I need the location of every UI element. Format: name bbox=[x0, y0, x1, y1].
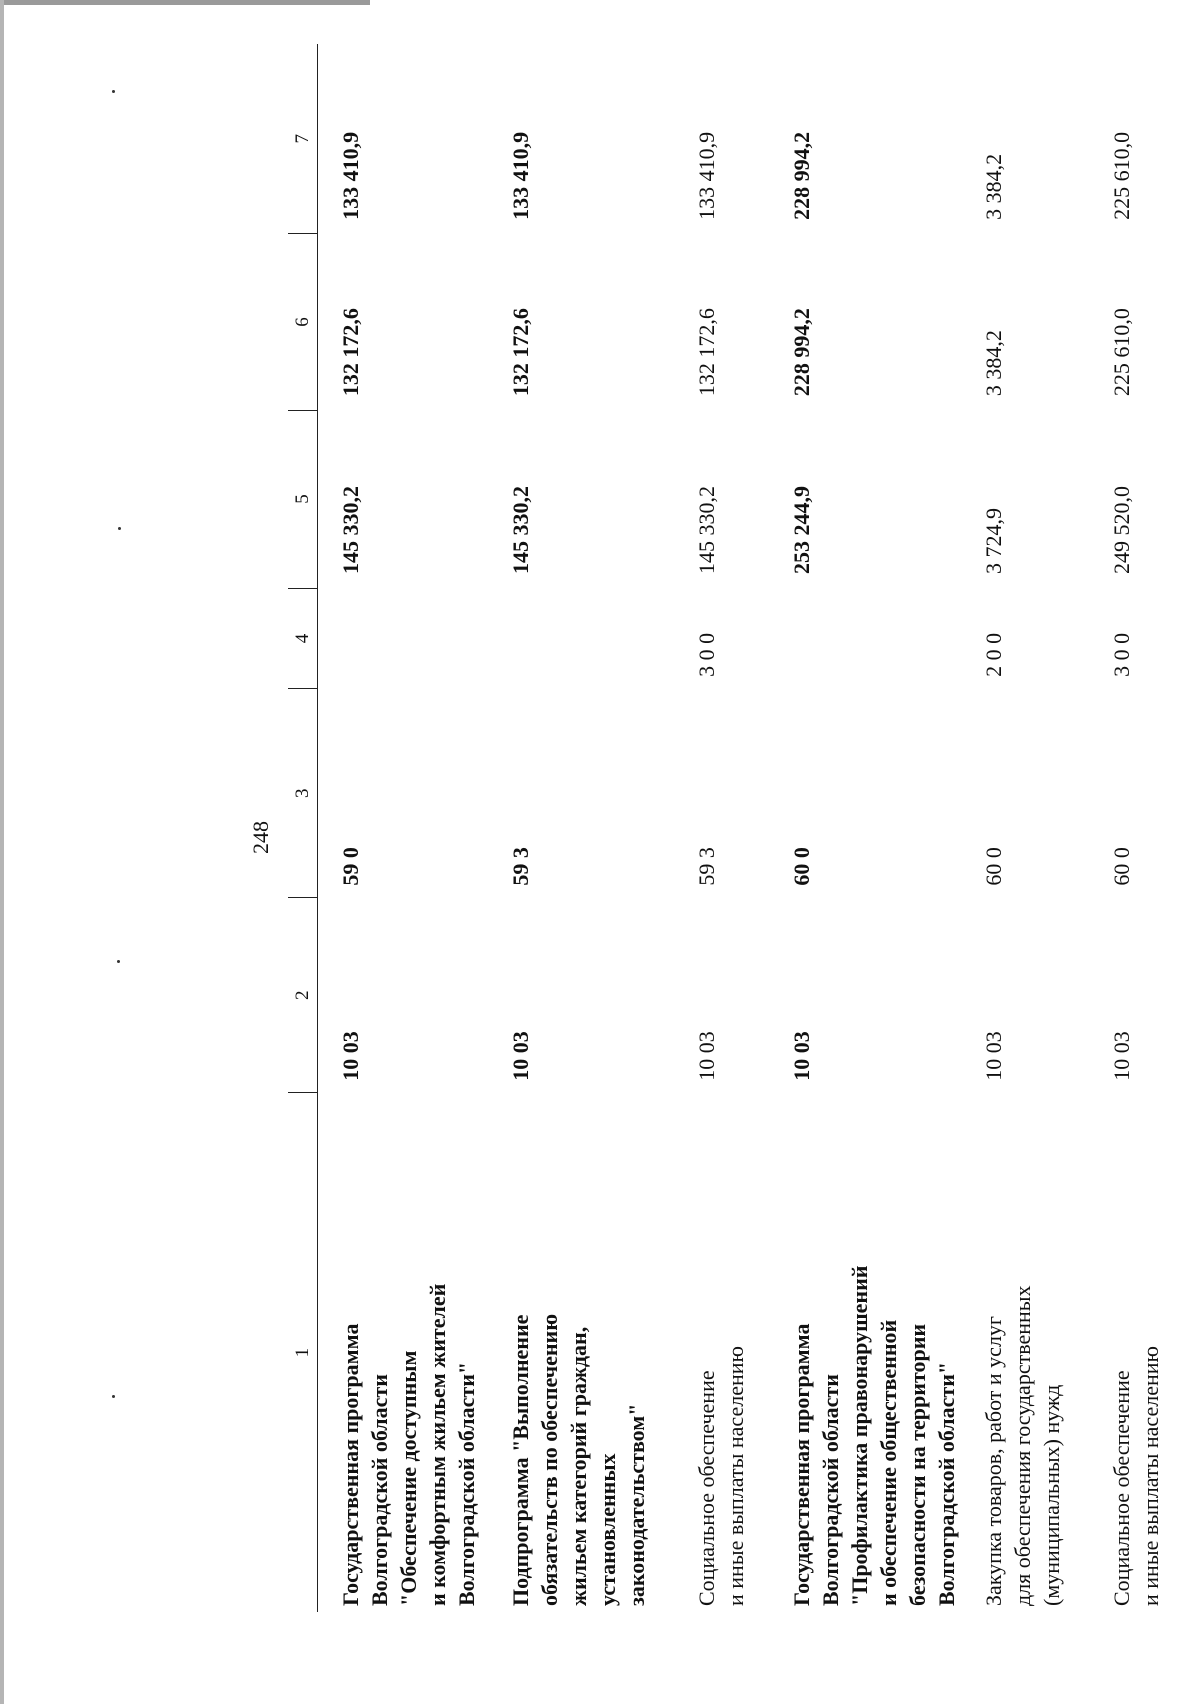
name-line: "Профилактика правонарушений bbox=[847, 1265, 872, 1606]
expense-type-code: 3 0 0 bbox=[1109, 632, 1134, 677]
scan-speck bbox=[117, 960, 120, 963]
target-code: 60 0 bbox=[1109, 847, 1134, 886]
item-name bbox=[488, 1093, 674, 1612]
rotated-page bbox=[160, 44, 1163, 1684]
item-name bbox=[674, 1093, 769, 1612]
scan-edge-left bbox=[0, 0, 4, 1704]
amount-col5: 253 244,9 bbox=[789, 486, 814, 575]
target-code: 59 3 bbox=[694, 847, 719, 886]
name-line: Социальное обеспечение bbox=[694, 1370, 719, 1606]
section-code: 10 03 bbox=[694, 1031, 719, 1081]
name-line: Подпрограмма "Выполнение bbox=[508, 1314, 533, 1606]
name-line: обязательств по обеспечению bbox=[537, 1313, 562, 1606]
amount-col5: 145 330,2 bbox=[338, 486, 363, 575]
col-header-2: 2 bbox=[288, 898, 318, 1093]
name-line: установленных bbox=[595, 1453, 620, 1606]
table-row bbox=[318, 44, 489, 1612]
header-row bbox=[288, 44, 318, 1612]
amount-col6: 132 172,6 bbox=[338, 308, 363, 397]
amount-col6: 228 994,2 bbox=[789, 308, 814, 397]
scan-speck bbox=[118, 527, 121, 530]
page-number: 248 bbox=[248, 821, 273, 854]
name-line: и обеспечение общественной bbox=[876, 1319, 901, 1606]
expense-type-code bbox=[318, 588, 489, 689]
name-line: жильем категорий граждан, bbox=[566, 1326, 591, 1606]
amount-col5: 3 724,9 bbox=[981, 508, 1006, 575]
table-row bbox=[961, 44, 1089, 1612]
scan-speck bbox=[112, 90, 115, 93]
name-line: для обеспечения государственных bbox=[1010, 1285, 1035, 1606]
col-header-3: 3 bbox=[288, 689, 318, 898]
name-line: Социальное обеспечение bbox=[1109, 1370, 1134, 1606]
item-name bbox=[318, 1093, 489, 1612]
name-line: и иные выплаты населению bbox=[1138, 1346, 1163, 1606]
expense-type-code: 3 0 0 bbox=[694, 632, 719, 677]
target-code: 60 0 bbox=[789, 847, 814, 886]
amount-col7: 133 410,9 bbox=[508, 131, 533, 220]
name-line: Государственная программа bbox=[789, 1323, 814, 1606]
name-line: и иные выплаты населению bbox=[723, 1346, 748, 1606]
amount-col7: 3 384,2 bbox=[981, 153, 1006, 220]
amount-col7: 228 994,2 bbox=[789, 131, 814, 220]
amount-col5: 145 330,2 bbox=[508, 486, 533, 575]
scan-speck bbox=[112, 1395, 115, 1398]
budget-table bbox=[288, 44, 1197, 1612]
target-code: 59 3 bbox=[508, 847, 533, 886]
name-line: (муниципальных) нужд bbox=[1039, 1384, 1064, 1606]
amount-col7: 225 610,0 bbox=[1109, 131, 1134, 220]
expense-type-code bbox=[769, 588, 961, 689]
amount-col6: 225 610,0 bbox=[1109, 308, 1134, 397]
name-line: Государственная программа bbox=[338, 1323, 363, 1606]
col-header-1: 1 bbox=[288, 1093, 318, 1612]
col-header-6: 6 bbox=[288, 234, 318, 410]
amount-col6: 132 172,6 bbox=[694, 308, 719, 397]
col-header-5: 5 bbox=[288, 410, 318, 588]
section-code: 10 03 bbox=[1109, 1031, 1134, 1081]
amount-col6: 3 384,2 bbox=[981, 330, 1006, 397]
item-name bbox=[769, 1093, 961, 1612]
section-code: 10 03 bbox=[981, 1031, 1006, 1081]
table-row bbox=[1089, 44, 1197, 1612]
name-line: Волгоградской области bbox=[818, 1374, 843, 1606]
amount-col7: 133 410,9 bbox=[338, 131, 363, 220]
table-row bbox=[488, 44, 674, 1612]
col-header-4: 4 bbox=[288, 588, 318, 689]
name-line: и комфортным жильем жителей bbox=[425, 1283, 450, 1606]
amount-col7: 133 410,9 bbox=[694, 131, 719, 220]
amount-col5: 145 330,2 bbox=[694, 486, 719, 575]
col-header-7: 7 bbox=[288, 44, 318, 234]
amount-col6: 132 172,6 bbox=[508, 308, 533, 397]
target-code: 59 0 bbox=[338, 847, 363, 886]
expense-type-code bbox=[488, 588, 674, 689]
name-line: безопасности на территории bbox=[905, 1323, 930, 1606]
name-line: Волгоградской области bbox=[367, 1374, 392, 1606]
item-name bbox=[961, 1093, 1089, 1612]
name-line: Волгоградской области" bbox=[934, 1361, 959, 1606]
item-name bbox=[1089, 1093, 1197, 1612]
name-line: Закупка товаров, работ и услуг bbox=[981, 1316, 1006, 1606]
table-row bbox=[674, 44, 769, 1612]
table-row bbox=[769, 44, 961, 1612]
name-line: "Обеспечение доступным bbox=[396, 1350, 421, 1606]
section-code: 10 03 bbox=[789, 1031, 814, 1081]
expense-type-code: 2 0 0 bbox=[981, 632, 1006, 677]
amount-col5: 249 520,0 bbox=[1109, 486, 1134, 575]
name-line: Волгоградской области" bbox=[454, 1361, 479, 1606]
target-code: 60 0 bbox=[981, 847, 1006, 886]
section-code: 10 03 bbox=[508, 1031, 533, 1081]
section-code: 10 03 bbox=[338, 1031, 363, 1081]
name-line: законодательством" bbox=[624, 1403, 649, 1606]
scan-edge-top bbox=[0, 0, 370, 5]
